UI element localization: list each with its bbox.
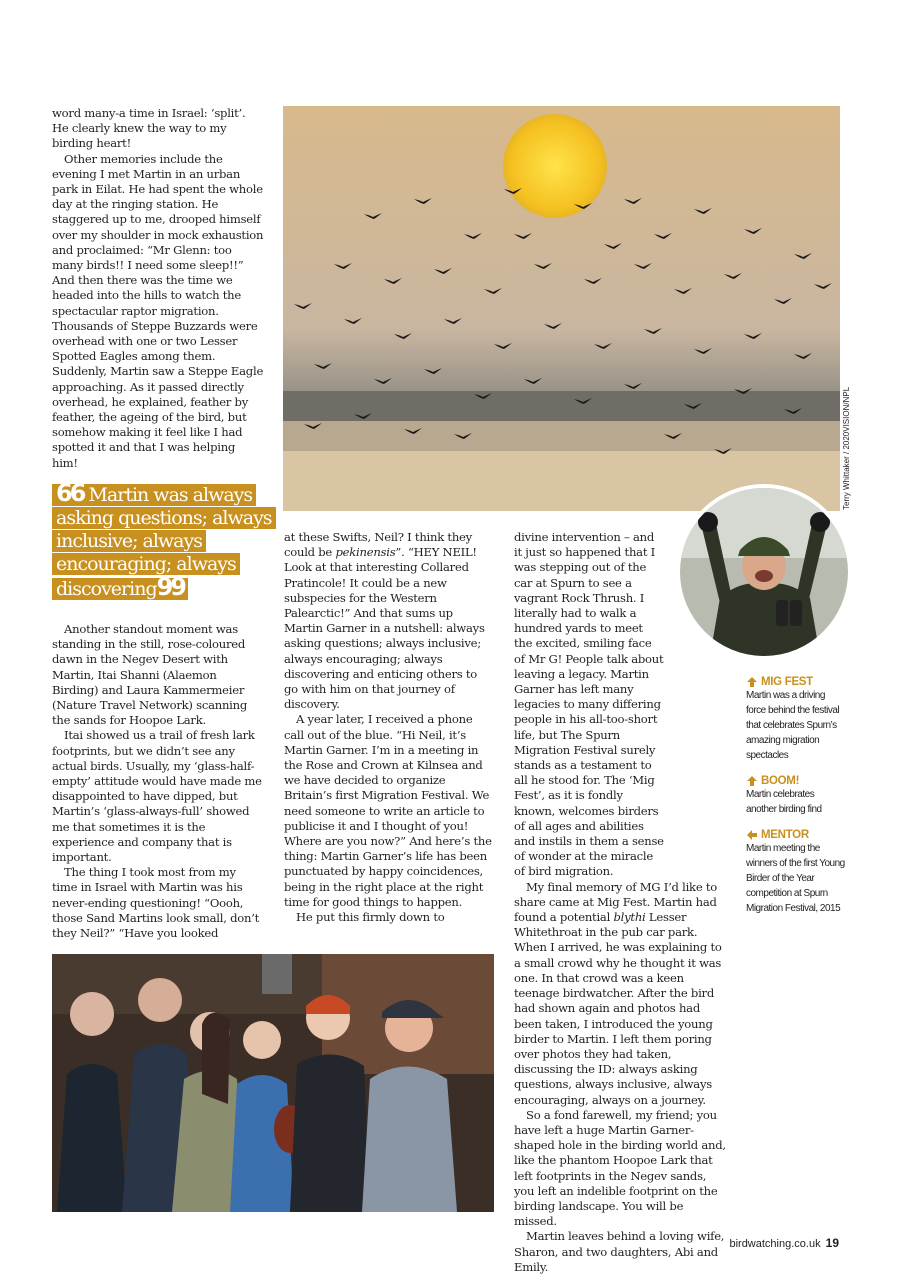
young-birder-winners-photo — [52, 954, 494, 1212]
paragraph: My final memory of MG I’d like to share came at Mig Fest. Martin had found a potential blythi Lesser Whitethroat in the pub car park. When I arrived, he was explaining to a small crowd why he thought it was one. In that crowd was a keen teenage birdwatcher. After the bird had shown again and photos had been taken, I introduced the young birder to Martin. I left them poring over photos they had taken, discussing the ID: always asking questions, always inclusive, always encouraging, always on a journey. — [514, 879, 722, 1107]
paragraph: The thing I took most from my time in Israel with Martin was his never-ending questioning! “Oooh, those Sand Martins look small, don’t they Neil?” “Have you looked — [52, 865, 260, 941]
paragraph: He put this firmly down to — [296, 910, 445, 925]
photo-captions — [746, 676, 846, 928]
paragraph: Another standout moment was standing in the still, rose-coloured dawn in the Negev Desert with Martin, Itai Shanni (Alaemon Birding) and Laura Kammermeier (Nature Travel Network) scanning the sands for Hoopoe Lark. — [52, 622, 248, 728]
body-column-2 — [284, 530, 494, 925]
arrow-up-icon — [746, 775, 758, 787]
pull-quote-text: Martin was always asking questions; always inclusive; always encouraging; always discovering — [56, 484, 272, 600]
caption-title: BOOM! — [761, 775, 800, 787]
paragraph: at these Swifts, Neil? I think they could be pekinensis”. “HEY NEIL! Look at that interesting Collared Pratincole! It could be a new subspecies for the Western Palearctic!” And that sums up Martin Garner in a nutshell: always asking questions; always inclusive; always encouraging; always discovering and enticing others to go with him on that journey of discovery. — [284, 530, 485, 712]
paragraph: divine intervention – and it just so happened that I was stepping out of the car at Spurn to see a vagrant Rock Thrush. I literally had to walk a hundred yards to meet the excited, smiling face of Mr G! People talk about leaving a legacy. Martin Garner has left many legacies to many differing people in his all-too-short life, but The Spurn Migration Festival surely stands as a testament to all he stood for. The ‘Mig Fest’, as it is fondly known, welcomes birders of all ages and abilities and instils in them a sense of wonder at the miracle of bird migration. — [514, 530, 664, 879]
pull-quote — [52, 479, 272, 601]
body-column-3 — [514, 530, 726, 1275]
page-footer — [729, 1236, 839, 1250]
page-number: 19 — [825, 1236, 839, 1250]
photo-credit: Terry Whittaker / 2020VISION/NPL — [842, 386, 851, 510]
arrow-up-icon — [746, 676, 758, 688]
body-column-1-top — [52, 106, 264, 471]
paragraph: So a fond farewell, my friend; you have left a huge Martin Garner-shaped hole in the birding world and, like the phantom Hoopoe Lark that left footprints in the Negev sands, you left an indelible footprint on the birding landscape. You will be missed. — [514, 1107, 726, 1229]
arrow-left-icon — [746, 829, 758, 841]
caption-body: Martin meeting the winners of the first Young Birder of the Year competition at Spurn Migration Festival, 2015 — [746, 843, 845, 914]
site-url[interactable]: birdwatching.co.uk — [729, 1238, 821, 1250]
paragraph: Martin leaves behind a loving wife, Sharon, and two daughters, Abi and Emily. — [514, 1229, 725, 1274]
caption-title: MENTOR — [761, 829, 809, 841]
caption-body: Martin was a driving force behind the festival that celebrates Spurn’s amazing migration spectacles — [746, 690, 840, 761]
caption-mentor — [746, 829, 846, 916]
caption-body: Martin celebrates another birding find — [746, 789, 822, 815]
close-quote-mark: 99 — [156, 573, 185, 601]
paragraph: Itai showed us a trail of fresh lark footprints, but we didn’t see any actual birds. Usually, my ‘glass-half-empty’ attitude would have made me disappointed to have dipped, but Martin’s ‘glass-always-full’ showed me that sometimes it is the experience and company that is important. — [52, 728, 262, 865]
martin-celebrating-photo — [676, 484, 852, 660]
paragraph: word many-a time in Israel: ‘split’. He clearly knew the way to my birding heart! — [52, 106, 246, 151]
body-column-1-bottom — [52, 622, 264, 941]
paragraph: A year later, I received a phone call out of the blue. “Hi Neil, it’s Martin Garner. I’m in a meeting in the Rose and Crown at Kilnsea and we have decided to organize Britain’s first Migration Festival. We need someone to write an article to publicise it and I thought of you! Where are you now?” And here’s the thing: Martin Garner’s life has been punctuated by happy coincidences, being in the right place at the right time for good things to happen. — [284, 712, 492, 909]
caption-title: MIG FEST — [761, 676, 813, 688]
geese-sunrise-photo — [283, 106, 840, 511]
paragraph: Other memories include the evening I met Martin in an urban park in Eilat. He had spent the whole day at the ringing station. He staggered up to me, drooped himself over my shoulder in mock exhaustion and proclaimed: “Mr Glenn: too many birds!! I need some sleep!!” And then there was the time we headed into the hills to watch the spectacular raptor migration. Thousands of Steppe Buzzards were overhead with one or two Lesser Spotted Eagles among them. Suddenly, Martin saw a Steppe Eagle approaching. As it passed directly overhead, he explained, feather by feather, the ageing of the bird, but somehow making it feel like I had spotted it and that I was helping him! — [52, 151, 264, 470]
open-quote-mark: 66 — [56, 479, 84, 507]
caption-boom — [746, 775, 846, 817]
caption-mig-fest — [746, 676, 846, 763]
